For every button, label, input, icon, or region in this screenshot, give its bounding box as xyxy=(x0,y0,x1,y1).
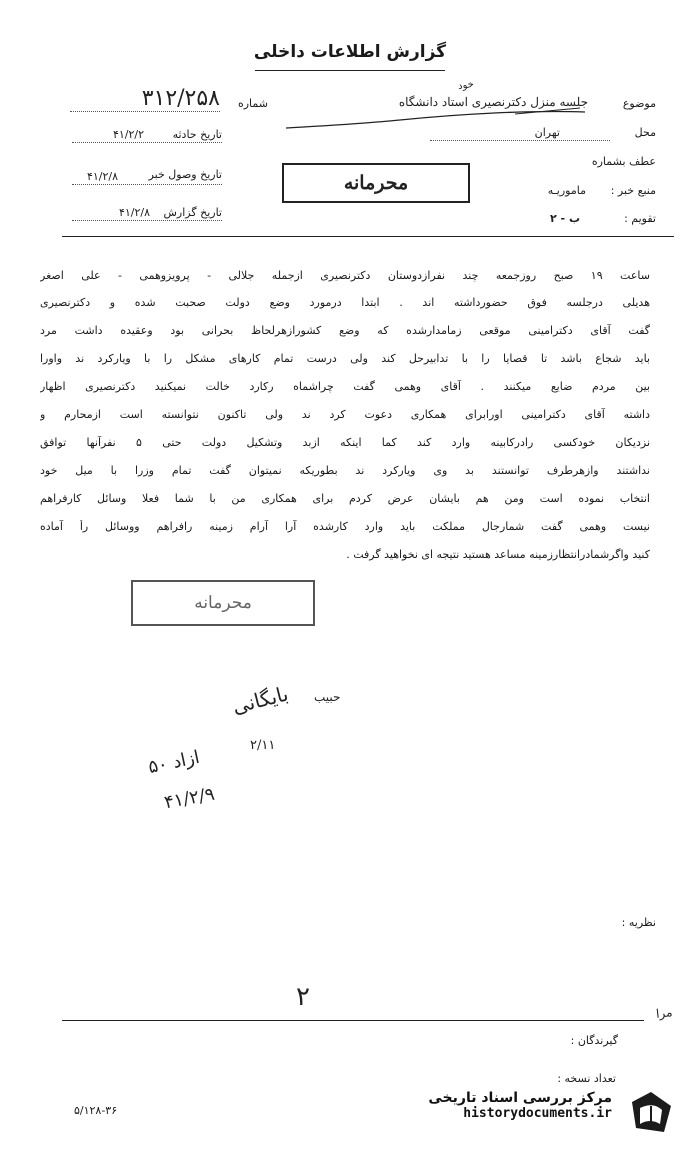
field-subject-annotation: خود xyxy=(457,78,475,93)
page-mark: ۲ xyxy=(296,982,310,1012)
watermark xyxy=(412,1090,612,1121)
handwritten-note-archive: بایگانی xyxy=(229,681,291,719)
field-report-date-line xyxy=(72,220,222,221)
handwritten-date-2: ۴۱/۲/۹ xyxy=(162,783,217,814)
field-number-value: ۳۱۲/۲۵۸ xyxy=(141,86,220,111)
field-report-date-label: تاریخ گزارش xyxy=(163,206,222,219)
copies-label: تعداد نسخه : xyxy=(557,1072,616,1085)
field-location-label: محل xyxy=(634,126,656,139)
field-number-label: شماره xyxy=(237,97,268,110)
recipients-label: گیرندگان : xyxy=(570,1034,618,1047)
body-line-3: گفت آقای دکترامینی موقعی زمامدارشده که وضع کشورازهرلحاظ بحرانی بود وعقیده داشت مرد xyxy=(40,324,650,337)
body-line-7: نزدیکان خودکسی رادرکابینه وارد کند کما اینکه ازبد وتشکیل دولت حتی ۵ نفرآنها توافق xyxy=(40,436,650,449)
field-calendar-value: ب - ۲ xyxy=(550,212,580,225)
classification-stamp-text: محرمانه xyxy=(343,172,409,194)
title-underline xyxy=(255,70,445,71)
body-line-2: هدیلی درجلسه فوق حضورداشته اند . ابتدا درمورد وضع دولت صحبت شده و دکترنصیری xyxy=(40,296,650,309)
watermark-url: historydocuments.ir xyxy=(463,1106,612,1121)
field-location-value: تهران xyxy=(534,126,560,139)
field-source-label: منبع خبر : xyxy=(610,184,656,197)
field-incident-date-value: ۴۱/۲/۲ xyxy=(112,128,144,141)
body-line-6: داشته آقای دکترامینی اورابرای همکاری دعوت کرد ند ولی تاکنون نتوانسته است ازمحارم و xyxy=(40,408,650,421)
form-number: ۵/۱۲۸-۳۶ xyxy=(74,1104,118,1117)
body-line-9: انتخاب نموده است ومن هم بایشان عرض کردم برای همکاری من با شما فعلا وسائل کارفراهم xyxy=(40,492,650,505)
body-line-5: بین مردم ضایع میکنند . آقای وهمی گفت چراشماه رکارد خالت نمیکنید دکترنصیری اظهار xyxy=(40,380,650,393)
margin-mark: مرا xyxy=(655,1005,674,1021)
body-line-1: ساعت ۱۹ صبح روزجمعه چند نفرازدوستان دکترنصیری ازجمله جلالی - پرویزوهمی - علی اصغر xyxy=(40,269,650,282)
opinion-label: نظریه : xyxy=(621,916,656,929)
field-subject-value: جلسه منزل دکترنصیری استاد دانشگاه xyxy=(398,95,588,109)
field-number-line xyxy=(70,111,220,112)
body-line-10: نیست وهمی گفت شمارجال مملکت باید وارد کارشده آرا آرام زمینه رافراهم ووسائل رأ آماده xyxy=(40,520,650,533)
field-received-date-value: ۴۱/۲/۸ xyxy=(86,170,118,183)
handwritten-date-1: ۲/۱۱ xyxy=(250,738,276,753)
field-incident-date-line xyxy=(72,142,222,143)
body-line-8: نداشتند وازهرطرف توانستند بد وی ویارکرد ند بطوریکه نمیتوان گفت تمام وزرا با میل خود xyxy=(40,464,650,477)
body-line-4: باید شجاع باشد تا قصایا را با تدابیرحل کند ولی درست تمام کارهای مشکل را با ویارکرد ند واورا xyxy=(40,352,650,365)
field-received-date-line xyxy=(72,184,222,185)
body-classification-stamp xyxy=(131,580,315,626)
handwritten-initials: حبیب xyxy=(314,690,341,704)
field-source-value: ماموریـه xyxy=(547,184,586,197)
header-divider xyxy=(62,236,674,237)
body-stamp-text: محرمانه xyxy=(194,593,252,613)
field-received-date-label: تاریخ وصول خبر xyxy=(148,168,222,181)
field-location-line xyxy=(430,140,610,141)
body-line-11: کنید واگرشمادرانتظارزمینه مساعد هستید نتیجه ای نخواهید گرفت . xyxy=(346,548,650,561)
field-report-date-value: ۴۱/۲/۸ xyxy=(118,206,150,219)
classification-stamp xyxy=(282,163,470,203)
footer-divider xyxy=(62,1020,644,1021)
book-logo-icon xyxy=(626,1088,676,1138)
field-subject-label: موضوع xyxy=(622,97,656,110)
report-title: گزارش اطلاعات داخلی xyxy=(253,42,447,62)
handwritten-note-2: ازاد ۵۰ xyxy=(146,746,202,779)
watermark-title: مرکز بررسی اسناد تاریخی xyxy=(428,1090,612,1106)
field-calendar-label: تقویم : xyxy=(624,212,656,225)
field-reference-label: عطف بشماره xyxy=(591,155,656,168)
field-incident-date-label: تاریخ حادثه xyxy=(172,128,222,141)
